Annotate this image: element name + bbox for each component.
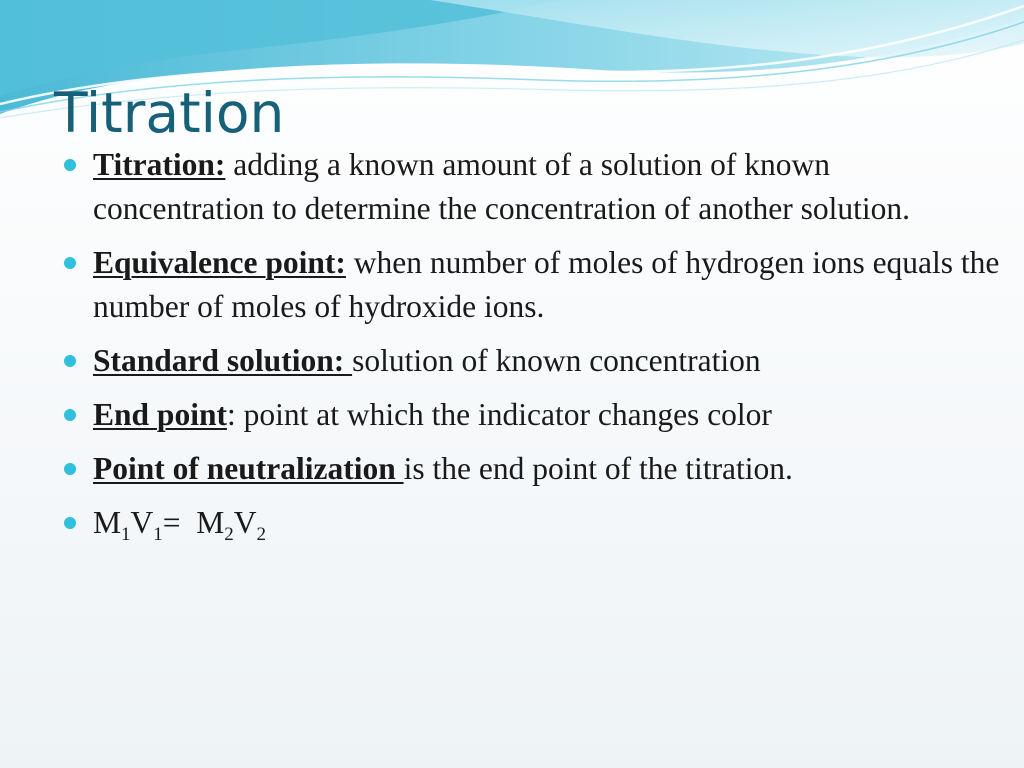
definition-end-point: : point at which the indicator changes color	[226, 397, 772, 432]
definition-equivalence-point: when number of moles of hydrogen ions equals the number of moles of hydroxide ions.	[93, 245, 1000, 324]
formula-v1: V	[130, 505, 154, 540]
formula-sub-v1: 1	[153, 524, 163, 545]
formula-equals: =	[162, 505, 197, 540]
bullet-item-formula	[62, 501, 1002, 545]
formula	[93, 505, 267, 545]
formula-sub-v2: 2	[256, 524, 267, 545]
term-titration: Titration:	[93, 147, 226, 182]
formula-m1: M	[93, 505, 122, 540]
formula-sub-m2: 2	[224, 524, 234, 545]
term-end-point: End point	[93, 397, 227, 432]
formula-v2: V	[233, 505, 257, 540]
bullet-dot-icon	[64, 355, 76, 367]
definition-point-of-neutralization: is the end point of the titration.	[403, 451, 793, 486]
bullet-list	[62, 143, 1002, 555]
bullet-dot-icon	[64, 409, 76, 421]
definition-standard-solution: solution of known concentration	[352, 343, 761, 378]
formula-m2: M	[196, 505, 225, 540]
bullet-dot-icon	[64, 257, 76, 269]
bullet-item-end-point	[62, 393, 1002, 437]
definition-titration: adding a known amount of a solution of known concentration to determine the concentration of another solution.	[93, 147, 910, 226]
term-equivalence-point: Equivalence point:	[93, 245, 346, 280]
term-point-of-neutralization: Point of neutralization	[93, 451, 404, 486]
bullet-dot-icon	[64, 517, 76, 529]
bullet-item-equivalence-point	[62, 241, 1002, 329]
bullet-item-standard-solution	[62, 339, 1002, 383]
term-standard-solution: Standard solution:	[93, 343, 353, 378]
bullet-item-titration	[62, 143, 1002, 231]
formula-sub-m1: 1	[121, 524, 131, 545]
bullet-dot-icon	[64, 463, 76, 475]
slide-title: Titration	[54, 81, 285, 145]
bullet-dot-icon	[64, 159, 76, 171]
bullet-item-point-of-neutralization	[62, 447, 1002, 491]
